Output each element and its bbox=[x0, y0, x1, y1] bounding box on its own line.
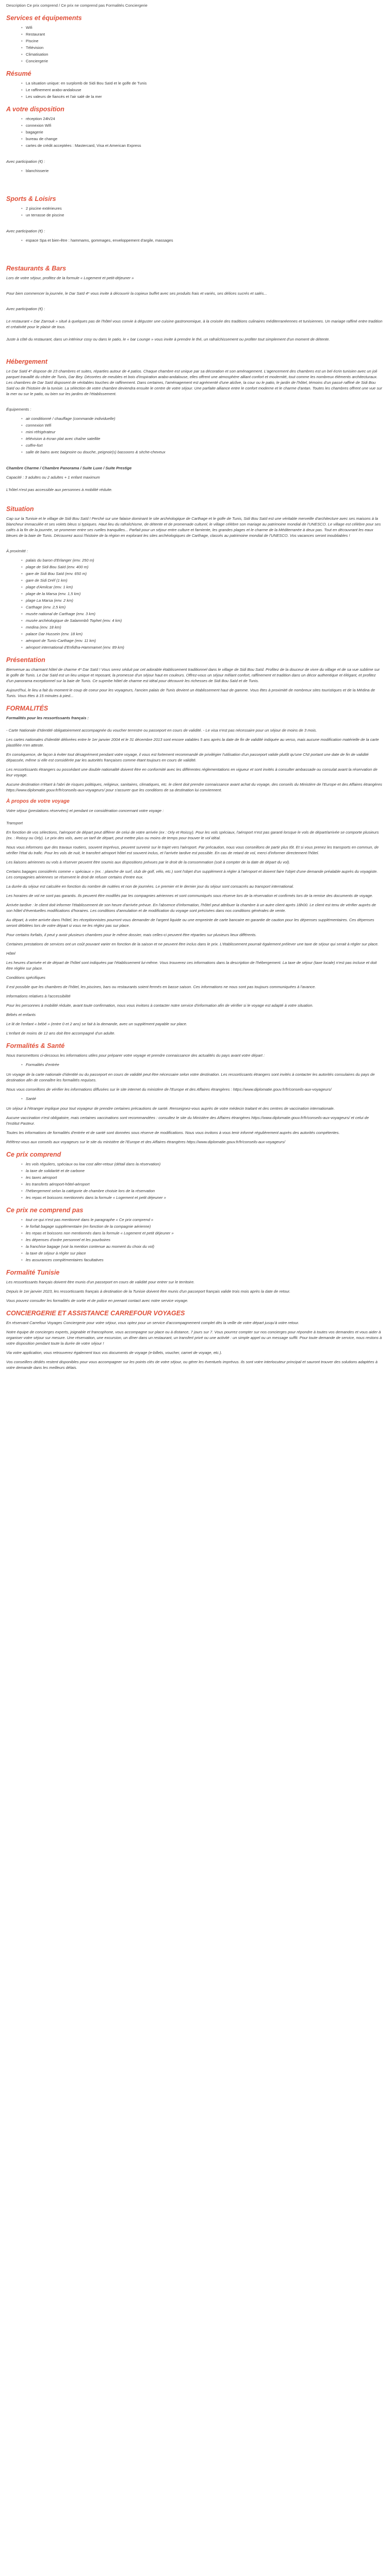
list-item: • Les valeurs de fiancés et l'air salé de la mer bbox=[26, 94, 383, 99]
list-item: • connexion Wifi bbox=[26, 123, 383, 128]
list-item: • les repas et boissons non mentionnés dans la formule « Logement et petit déjeuner » bbox=[26, 1230, 383, 1236]
children-label: Bébés et enfants bbox=[6, 1012, 36, 1017]
resume-list bbox=[6, 80, 383, 99]
list-item: • les vols réguliers, spéciaux ou low cost aller-retour (détail dans la réservation) bbox=[26, 1161, 383, 1167]
sante-list-2 bbox=[6, 1096, 383, 1101]
list-item: • gare de Sidi Bou Saïd (env. 650 m) bbox=[26, 571, 383, 577]
list-item: • plage de Sidi Bou Saïd (env. 400 m) bbox=[26, 564, 383, 570]
price-excludes-list bbox=[6, 1217, 383, 1263]
list-item: • aéroport international d'Enfidha-Hammamet (env. 89 km) bbox=[26, 645, 383, 650]
disposition-list bbox=[6, 116, 383, 148]
list-item: • palais du baron d'Erlanger (env. 250 m) bbox=[26, 557, 383, 563]
list-item: • plage de la Marsa (env. 1,5 km) bbox=[26, 591, 383, 597]
list-item: • les transferts aéroport-hôtel-aéroport bbox=[26, 1181, 383, 1187]
price-includes-list bbox=[6, 1161, 383, 1200]
disposition-paid-list bbox=[6, 168, 383, 174]
conciergerie-paragraph: Notre équipe de concierges experts, joignable et francophone, vous accompagne sur place ou à distance, 7 jours sur 7. Vous pourrez compter sur nos concierges pour répondre à toutes vos demandes et vous aider à organiser votre séjour sur mesure. Une réservation, une excursion, un dîner dans un restaurant, un transfert privé ou une activité : un simple appel ou un message suffit. Pour toute demande de service, nous restons à votre disposition pendant toute la durée de votre séjour ! bbox=[6, 1329, 382, 1346]
list-item: • Piscine bbox=[26, 38, 383, 44]
hebergement-room-types: Chambre Charme / Chambre Panorama / Suite Luxe / Suite Prestige bbox=[6, 466, 132, 470]
about-trip-title: À propos de votre voyage bbox=[6, 799, 70, 804]
transport-paragraph: La durée du séjour est calculée en fonction du nombre de nuitées et non de journées. Le premier et le dernier jour du séjour sont consacrés au transport international. bbox=[6, 884, 294, 889]
situation-nearby-list bbox=[6, 557, 383, 650]
list-item: • 2 piscine extérieures bbox=[26, 206, 383, 211]
list-item: • la franchise bagage (voir la mention contenue au moment du choix du vol) bbox=[26, 1244, 383, 1249]
restaurants-formula: Lors de votre séjour, profitez de la formule « Logement et petit-déjeuner » bbox=[6, 276, 134, 280]
formalites-paragraph: - Carte Nationale d'Identité obligatoirement accompagnée du voucher terrestre ou passeport en cours de validité. - Le visa n'est pas nécessaire pour un séjour de moins de 3 mois. bbox=[6, 728, 317, 733]
list-item: • les repas et boissons mentionnés dans la formule « Logement et petit déjeuner » bbox=[26, 1195, 383, 1200]
list-item: • la taxe de solidarité et de carbone bbox=[26, 1168, 383, 1174]
list-item: • plage La Marsa (env. 2 km) bbox=[26, 598, 383, 603]
transport-paragraph: Pour certains forfaits, il peut y avoir plusieurs chambres pour le même dossier, mais celles-ci peuvent être réparties sur plusieurs lieux différents. bbox=[6, 932, 257, 937]
sports-title: Sports & Loisirs bbox=[6, 195, 56, 202]
list-item: • Conciergerie bbox=[26, 58, 383, 64]
list-item: • les assurances complémentaires facultatives bbox=[26, 1257, 383, 1263]
services-title: Services et équipements bbox=[6, 14, 82, 22]
conciergerie-paragraph: En réservant Carrefour Voyages Conciergerie pour votre séjour, vous optez pour un service d'accompagnement complet dès la veille de votre départ jusqu'à votre retour. bbox=[6, 1320, 299, 1325]
list-item: • réception 24h/24 bbox=[26, 116, 383, 122]
list-item: • air conditionné / chauffage (commande individuelle) bbox=[26, 416, 383, 421]
restaurants-breakfast: Pour bien commencer la journée, le Dar Saïd 4* vous invite à découvrir la copieux buffet avec ses produits frais et variés, ses délices sucrés et salés... bbox=[6, 291, 267, 296]
restaurants-paid-label: Avec participation (€) : bbox=[6, 307, 45, 311]
list-item: • connexion Wifi bbox=[26, 422, 383, 428]
sante-list bbox=[6, 1062, 383, 1067]
list-item: • un terrasse de piscine bbox=[26, 212, 383, 218]
list-item: • Climatisation bbox=[26, 52, 383, 57]
sante-paragraph: Aucune vaccination n'est obligatoire, mais certaines vaccinations sont recommandées : consultez le site du Ministère des Affaires étrangères https://www.diplomatie.gouv.fr/fr/conseils-aux-voyageurs/ et celui de l'Institut Pasteur. bbox=[6, 1115, 369, 1126]
list-item: • bagagerie bbox=[26, 129, 383, 135]
sante-paragraph: Un voyage de la carte nationale d'identité ou du passeport en cours de validité peut être nécessaire selon votre destination. Les ressortissants étrangers sont invités à contacter les autorités consulaires du pays de destination afin de connaître les formalités requises. bbox=[6, 1072, 375, 1082]
situation-nearby-label: À proximité : bbox=[6, 549, 28, 553]
list-item: • medina (env. 18 km) bbox=[26, 624, 383, 630]
list-item: • salle de bains avec baignoire ou douche, peignoir(s) bassoons & sèche-cheveux bbox=[26, 449, 383, 455]
list-item: • espace Spa et bien-être : hammams, gommages, enveloppement d'argile, massages bbox=[26, 238, 383, 243]
transport-paragraph: Au départ, à votre arrivée dans l'hôtel, les réceptionnistes pourront vous demander de l'argent liquide ou une empreinte de carte bancaire en garantie de caution pour les dépenses supplémentaires. Ces dépenses seront débitées lors de votre départ si vous ne les réglez pas sur place. bbox=[6, 917, 374, 928]
hebergement-accessibility-note: L'hôtel n'est pas accessible aux personnes à mobilité réduite. bbox=[6, 487, 112, 492]
tunisia-paragraph: Vous pouvez consulter les formalités de sortie et de police en prenant contact avec notre service voyage. bbox=[6, 1298, 189, 1303]
children-paragraph: Le lit de l'enfant « bébé » (entre 0 et 2 ans) se fait à la demande, avec un supplément payable sur place. bbox=[6, 1021, 187, 1026]
disposition-title: A votre disposition bbox=[6, 106, 64, 113]
hebergement-equipment-list bbox=[6, 416, 383, 455]
transport-paragraph: Nous vous informons que des travaux routiers, souvent imprévus, peuvent survenir sur le trajet vers l'aéroport. Par précaution, nous vous conseillons de partir plus tôt. Et si vous prenez les transports en commun, de vérifier l'état du trafic. Pour les vols de nuit, le transfert aéroport hôtel est souvent inclus, et l'arrivée tardive est possible. En cas de retard de vol, merci d'informer directement l'hôtel. bbox=[6, 844, 379, 855]
situation-description: Cap sur la Tunisie et le village de Sidi Bou Saïd ! Perché sur une falaise dominant le site archéologique de Carthage et le golfe de Tunis, Sidi Bou Saïd est une véritable merveille d'architecture avec ses maisons à la blancheur immaculée et ses volets bleus si typiques. Haut lieu du rafraîchisme, de détente et de promenade culturel, le village célèbre son mariage au patrimoine mondial de l'UNESCO. Le village est célèbre pour ses cafés à la fin de la journée, se promener entre ses ruelles tranquilles... Parfait pour un séjour entre culture et farniente, les grandes plages et le charme de la Méditerranée à deux pas. Tout en découvrant les eaux bleues de la baie de Tunis. Découvrez aussi l'histoire de la région en explorant les sites archéologiques de Carthage, classés au patrimoine mondial de l'UNESCO. Vos vacances seront inoubliables ! bbox=[6, 516, 381, 538]
sante-paragraph: Référez-vous aux conseils aux voyageurs sur le site du ministère de l'Europe et des Affaires étrangères https://www.diplomatie.gouv.fr/fr/conseils-aux-voyageurs/ bbox=[6, 1139, 285, 1144]
price-includes-title: Ce prix comprend bbox=[6, 1150, 61, 1158]
list-item: • tout ce qui n'est pas mentionné dans le paragraphe « Ce prix comprend » bbox=[26, 1217, 383, 1223]
list-item: • aéroport de Tunis-Carthage (env. 11 km) bbox=[26, 638, 383, 643]
tunisia-paragraph: Les ressortissants français doivent être munis d'un passeport en cours de validité pour entrer sur le territoire. bbox=[6, 1279, 195, 1284]
list-item: • Santé bbox=[26, 1096, 383, 1101]
sante-paragraph: Un séjour à l'étranger implique pour tout voyageur de prendre certaines précautions de santé. Renseignez-vous auprès de votre médecin traitant et des centres de vaccination internationale. bbox=[6, 1106, 335, 1111]
list-item: • gare de Sidi Dréf (1 km) bbox=[26, 578, 383, 583]
restaurants-title: Restaurants & Bars bbox=[6, 265, 67, 272]
formalites-title: FORMALITÉS bbox=[6, 705, 48, 712]
transport-paragraph: Certaines prestations de services ont un coût pouvant varier en fonction de la saison et ne peuvent être inclus dans le prix. L'établissement pourrait également prélever une taxe de séjour qui serait à régler sur place. bbox=[6, 941, 379, 946]
list-item: • Le raffinement arabo-andalouse bbox=[26, 87, 383, 93]
resume-title: Résumé bbox=[6, 70, 31, 77]
transport-paragraph: Les liaisons aériennes ou vols à réserver peuvent être soumis aux dispositions prévues par le droit de la consommation (soit à compter de la date de départ du vol). bbox=[6, 859, 290, 865]
list-item: • le forfait bagage supplémentaire (en fonction de la compagnie aérienne) bbox=[26, 1224, 383, 1229]
list-item: • la taxe de séjour à régler sur place bbox=[26, 1250, 383, 1256]
sante-paragraph: Toutes les informations de formalités d'entrée et de santé sont données sous réserve de modifications. Nous vous invitons à vous tenir informé régulièrement auprès des autorités compétentes. bbox=[6, 1130, 340, 1135]
tunisia-paragraph: Depuis le 1er janvier 2023, les ressortissants français à destination de la Tunisie doivent être munis d'un passeport français valide trois mois après la date de retour. bbox=[6, 1289, 291, 1294]
transport-paragraph: Arrivée tardive : le client doit informer l'établissement de son heure d'arrivée prévue. En l'absence d'information, l'hôtel peut attribuer la chambre à un autre client après 18h00. Le client est tenu de vérifier auprès de son hôtel d'éventuelles modifications d'horaires. Les conditions d'annulation et de modification du voyage sont précisées dans nos conditions générales de vente. bbox=[6, 902, 376, 913]
sante-intro: Nous transmettons ci-dessous les informations utiles pour préparer votre voyage et prendre connaissance des actualités du pays avant votre départ : bbox=[6, 1053, 265, 1058]
hebergement-equipment-label: Équipements : bbox=[6, 407, 31, 412]
list-item: • blanchisserie bbox=[26, 168, 383, 174]
hotel-conditions-label: Conditions spécifiques bbox=[6, 975, 45, 980]
list-item: • Télévision bbox=[26, 45, 383, 50]
situation-title: Situation bbox=[6, 505, 34, 513]
list-item: • les dépenses d'ordre personnel et les pourboires bbox=[26, 1237, 383, 1243]
hotel-paragraph: Il est possible que les chambres de l'hôtel, les piscines, bars ou restaurants soient fermés en basse saison. Ces informations ne nous sont pas toujours communiquées à l'avance. bbox=[6, 984, 316, 989]
list-item: • Carthage (env. 2,5 km) bbox=[26, 604, 383, 610]
list-item: • bureau de change bbox=[26, 136, 383, 142]
hotel-paragraph: Les heures d'arrivée et de départ de l'hôtel sont indiquées par l'établissement lui-même. Vous trouverez ces informations dans la description de l'hébergement. La taxe de séjour (taxe locale) n'est pas incluse et doit être réglée sur place. bbox=[6, 960, 377, 971]
hebergement-title: Hébergement bbox=[6, 358, 47, 365]
list-item: • La situation unique: en surplomb de Sidi Bou Saïd et le golfe de Tunis bbox=[26, 80, 383, 86]
formalites-subtitle: Formalités pour les ressortissants français : bbox=[6, 716, 89, 720]
list-item: • coffre-fort bbox=[26, 443, 383, 448]
list-item: • cartes de crédit acceptées : Mastercard, Visa et American Express bbox=[26, 143, 383, 148]
list-item: • musée national de Carthage (env. 3 km) bbox=[26, 611, 383, 617]
list-item: • mini réfrigérateur bbox=[26, 429, 383, 435]
presentation-paragraph-2: Aujourd'hui, le lieu a fait du moment le coup de coeur pour les voyageurs, l'ancien palais de Tunis devient un établissement haut de gamme. Vous êtes à proximité de nombreux sites touristiques et de la Médina de Tunis. Vous êtes à 15 minutes à pied... bbox=[6, 688, 376, 698]
intro-tabs: Description Ce prix comprend / Ce prix ne comprend pas Formalités Conciergerie bbox=[6, 3, 148, 8]
conciergerie-paragraph: Via votre application, vous retrouverez également tous vos documents de voyage (e-billets, voucher, carnet de voyage, etc.). bbox=[6, 1350, 222, 1355]
list-item: • musée archéologique de Salammbô Tophet (env. 4 km) bbox=[26, 618, 383, 623]
price-excludes-title: Ce prix ne comprend pas bbox=[6, 1206, 84, 1214]
list-item: • Wifi bbox=[26, 25, 383, 30]
transport-paragraph: En fonction de vos sélections, l'aéroport de départ peut différer de celui de votre arrivée (ex : Orly et Roissy). Pour les vols spéciaux, l'aéroport n'est pas garanti lorsque le vols de départ/arrivée se comporte plusieurs (ex. : Roissy ou Orly). Le prix des vols, avec un tarif de départ, peut mettre plus ou moins de temps pour trouver le vol idéal. bbox=[6, 829, 379, 840]
presentation-title: Présentation bbox=[6, 656, 45, 664]
list-item: • les taxes aéroport bbox=[26, 1175, 383, 1180]
transport-paragraph: Les horaires de vol ne sont pas garantis. Ils peuvent être modifiés par les compagnies aériennes et sont communiqués sous réserve lors de la réservation et confirmés lors de la remise des documents de voyage. bbox=[6, 893, 373, 898]
list-item: • palace Dar Hussein (env. 18 km) bbox=[26, 631, 383, 637]
about-trip-intro: Votre séjour (prestations réservées) et pendant ce considération concernant votre voyage : bbox=[6, 808, 164, 813]
sante-paragraph: Nous vous conseillons de vérifier les informations diffusées sur le site internet du ministère de l'Europe et des Affaires étrangères : https://www.diplomatie.gouv.fr/fr/conseils-aux-voyageurs/ bbox=[6, 1087, 332, 1092]
sports-paid-list bbox=[6, 238, 383, 243]
list-item: • télévision à écran plat avec chaîne satellite bbox=[26, 436, 383, 442]
formalites-paragraph: En conséquence, de façon à éviter tout désagrément pendant votre voyage, il vous est fortement recommandé de privilégier l'utilisation d'un passeport valide plutôt qu'une CNI portant une date de fin de validité dépassée, même si elle est considérée par les autorités françaises comme étant toujours en cours de validité. bbox=[6, 752, 369, 762]
tunisia-formalities-title: Formalité Tunisie bbox=[6, 1268, 60, 1276]
hotel-label: Hôtel bbox=[6, 951, 15, 956]
services-list bbox=[6, 25, 383, 64]
conciergerie-title: CONCIERGERIE ET ASSISTANCE CARREFOUR VOYAGES bbox=[6, 1309, 185, 1317]
list-item: • Restaurant bbox=[26, 31, 383, 37]
formalites-paragraph: Les ressortissants étrangers ou possédant une double nationalité doivent être en conformité avec les différentes réglementations en vigueur et sont invités à consulter ambassade ou consulat avant la réservation de leur voyage. bbox=[6, 767, 378, 777]
list-item: • l'hébergement selon la catégorie de chambre choisie lors de la réservation bbox=[26, 1188, 383, 1194]
hebergement-description: Le Dar Saïd 4* dispose de 23 chambres et suites, réparties autour de 4 patios. Chaque chambre est unique par sa décoration et son aménagement. L'agencement des chambres est un bel écrin tunisien avec un joli parquet travaillé du cèdre de Tunis, Dar Bey. Décorées de meubles et bois d'inspiration arabo-andalouse, elles offrent une atmosphère alliant confort et modernité, tout comme les nombreux éléments architecturaux. Les chambres de Dar Saïd disposent de véritables touches de raffinement. Dans certaines, l'aménagement est agrémenté d'une alcôve, la cour ou le patio, le jardin de l'hôtel, témoins d'un passé raffiné de Sidi Bou Saïd ou de l'histoire de la tunisie. La sélection de votre chambre deviendra ensuite le centre de votre séjour. Une parfaite alliance entre le confort moderne et le charme d'antan. Toutes les chambres offrent une vue sur la mer ou sur le patio, ou bien sur les jardins de l'établissement. bbox=[6, 369, 382, 396]
restaurants-bar-lounge: Juste à côté du restaurant, dans un intérieur cosy ou dans le patio, le « bar Lounge » vous invite à prendre le thé, un rafraîchissement ou profiter tout simplement d'un moment de détente. bbox=[6, 337, 330, 342]
sports-list bbox=[6, 206, 383, 218]
sports-paid-label: Avec participation (€) : bbox=[6, 229, 45, 233]
transport-label: Transport bbox=[6, 820, 23, 825]
restaurants-dar-zarrouk: Le restaurant « Dar Zarrouk » situé à quelques pas de l'hôtel vous convie à déguster une cuisine gastronomique, à la croisée des traditions culinaires méditerranéennes et tunisiennes. Un mariage raffiné entre tradition et créativité pour le plaisir de tous. bbox=[6, 319, 383, 329]
presentation-paragraph-1: Bienvenue au charmant hôtel de charme 4* Dar Saïd ! Vous serez séduit par cet adorable établissement traditionnel dans le village de Sidi Bou Saïd. Profitez de la douceur de vivre du village et de sa vue sublime sur le golfe de Tunis. Le Dar Saïd est un lieu unique et reposant, la promesse d'un séjour haut en couleurs. Offrez-vous un séjour mêlant confort, raffinement et tradition dans un décor authentique et élégant, et profitez d'un panorama exceptionnel sur la baie de Tunis. Ce superbe hôtel de charme est idéal pour découvrir les richesses de Sidi Bou Saïd et de Tunis. bbox=[6, 667, 380, 683]
formalites-paragraph: Aucune destination n'étant à l'abri de risques politiques, religieux, sanitaires, climatiques, etc. le client doit prendre connaissance avant achat du voyage, des conseils du Ministère de l'Europe et des Affaires étrangères https://www.diplomatie.gouv.fr/fr/conseils-aux-voyageurs/ pour s'assurer que les conditions de sa destination lui conviennent. bbox=[6, 782, 382, 792]
transport-paragraph: Certains bagages considérés comme « spéciaux » (ex. : planche de surf, club de golf, vélo, etc.) sont l'objet d'un supplément à régler à l'aéroport et doivent faire l'objet d'une demande préalable auprès du voyagiste. Les compagnies aériennes se réservent le droit de refuser certains d'entre eux. bbox=[6, 869, 378, 879]
list-item: • Formalités d'entrée bbox=[26, 1062, 383, 1067]
children-paragraph: L'enfant de moins de 12 ans doit être accompagné d'un adulte. bbox=[6, 1030, 116, 1036]
sante-title: Formalités & Santé bbox=[6, 1042, 65, 1049]
formalites-paragraph: Les cartes nationales d'identité délivrées entre le 1er janvier 2004 et le 31 décembre 2013 sont encore valables 5 ans après la date de fin de validité indiquée au verso, mais aucune modification matérielle de la carte plastifiée n'en atteste. bbox=[6, 737, 379, 748]
conciergerie-paragraph: Vos conseillers dédiés restent disponibles pour vous accompagner sur les points clés de votre séjour, ou gérer les éventuels imprévus. Ils sont votre interlocuteur principal et sauront trouver des solutions adaptées à votre demande dans les meilleurs délais. bbox=[6, 1359, 378, 1370]
list-item: • plage d'Amilcar (env. 1 km) bbox=[26, 584, 383, 590]
disposition-paid-label: Avec participation (€) : bbox=[6, 159, 45, 164]
hebergement-capacity: Capacité : 3 adultes ou 2 adultes + 1 enfant maximum bbox=[6, 475, 100, 480]
accessibility-label: Informations relatives à l'accessibilité bbox=[6, 993, 71, 998]
accessibility-paragraph: Pour les personnes à mobilité réduite, avant toute confirmation, nous vous invitons à contacter notre service d'information afin de vérifier si le voyage est adapté à votre situation. bbox=[6, 1003, 314, 1008]
